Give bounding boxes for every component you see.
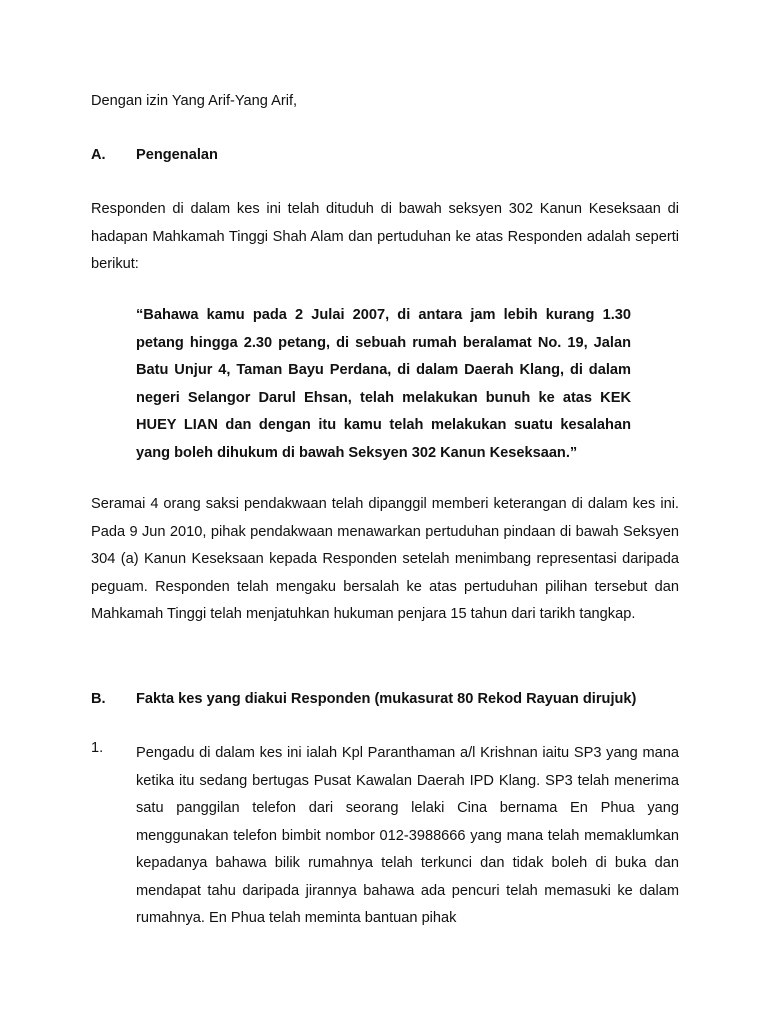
section-b-heading bbox=[91, 691, 731, 711]
section-a-label: A. bbox=[91, 147, 106, 163]
item-1-text: Pengadu di dalam kes ini ialah Kpl Paranthaman a/l Krishnan iaitu SP3 yang mana ketika itu sedang bertugas Pusat Kawalan Daerah IPD Klang. SP3 telah menerima satu panggilan telefon dari seorang lelaki Cina bernama En Phua yang menggunakan telefon bimbit nombor 012-3988666 yang mana telah memaklumkan kepadanya bahawa bilik rumahnya telah terkunci dan tidak boleh di buka dan mendapat tahu daripada jirannya bahawa ada pencuri telah memasuki ke dalam rumahnya. En Phua telah meminta bantuan pihak bbox=[136, 745, 679, 926]
section-b-label: B. bbox=[91, 691, 106, 707]
charge-quote: “Bahawa kamu pada 2 Julai 2007, di antara jam lebih kurang 1.30 petang hingga 2.30 petang, di sebuah rumah beralamat No. 19, Jalan Batu Unjur 4, Taman Bayu Perdana, di dalam Daerah Klang, di dalam negeri Selangor Darul Ehsan, telah melakukan bunuh ke atas KEK HUEY LIAN dan dengan itu kamu telah melakukan suatu kesalahan yang boleh dihukum di bawah Seksyen 302 Kanun Keseksaan.” bbox=[136, 307, 631, 461]
section-a-title: Pengenalan bbox=[136, 147, 218, 163]
section-b-title: Fakta kes yang diakui Responden (mukasurat 80 Rekod Rayuan dirujuk) bbox=[136, 691, 637, 707]
greeting: Dengan izin Yang Arif-Yang Arif, bbox=[91, 93, 298, 109]
intro-paragraph: Responden di dalam kes ini telah dituduh di bawah seksyen 302 Kanun Keseksaan di hadapan Mahkamah Tinggi Shah Alam dan pertuduhan ke atas Responden adalah seperti berikut: bbox=[91, 201, 679, 272]
section-a-heading bbox=[91, 147, 731, 167]
prosecution-paragraph: Seramai 4 orang saksi pendakwaan telah dipanggil memberi keterangan di dalam kes ini. Pada 9 Jun 2010, pihak pendakwaan menawarkan pertuduhan pindaan di bawah Seksyen 304 (a) Kanun Keseksaan kepada Responden setelah menimbang representasi daripada peguam. Responden telah mengaku bersalah ke atas pertuduhan pilihan tersebut dan Mahkamah Tinggi telah menjatuhkan hukuman penjara 15 tahun dari tarikh tangkap. bbox=[91, 496, 679, 622]
item-1-number: 1. bbox=[91, 740, 104, 756]
